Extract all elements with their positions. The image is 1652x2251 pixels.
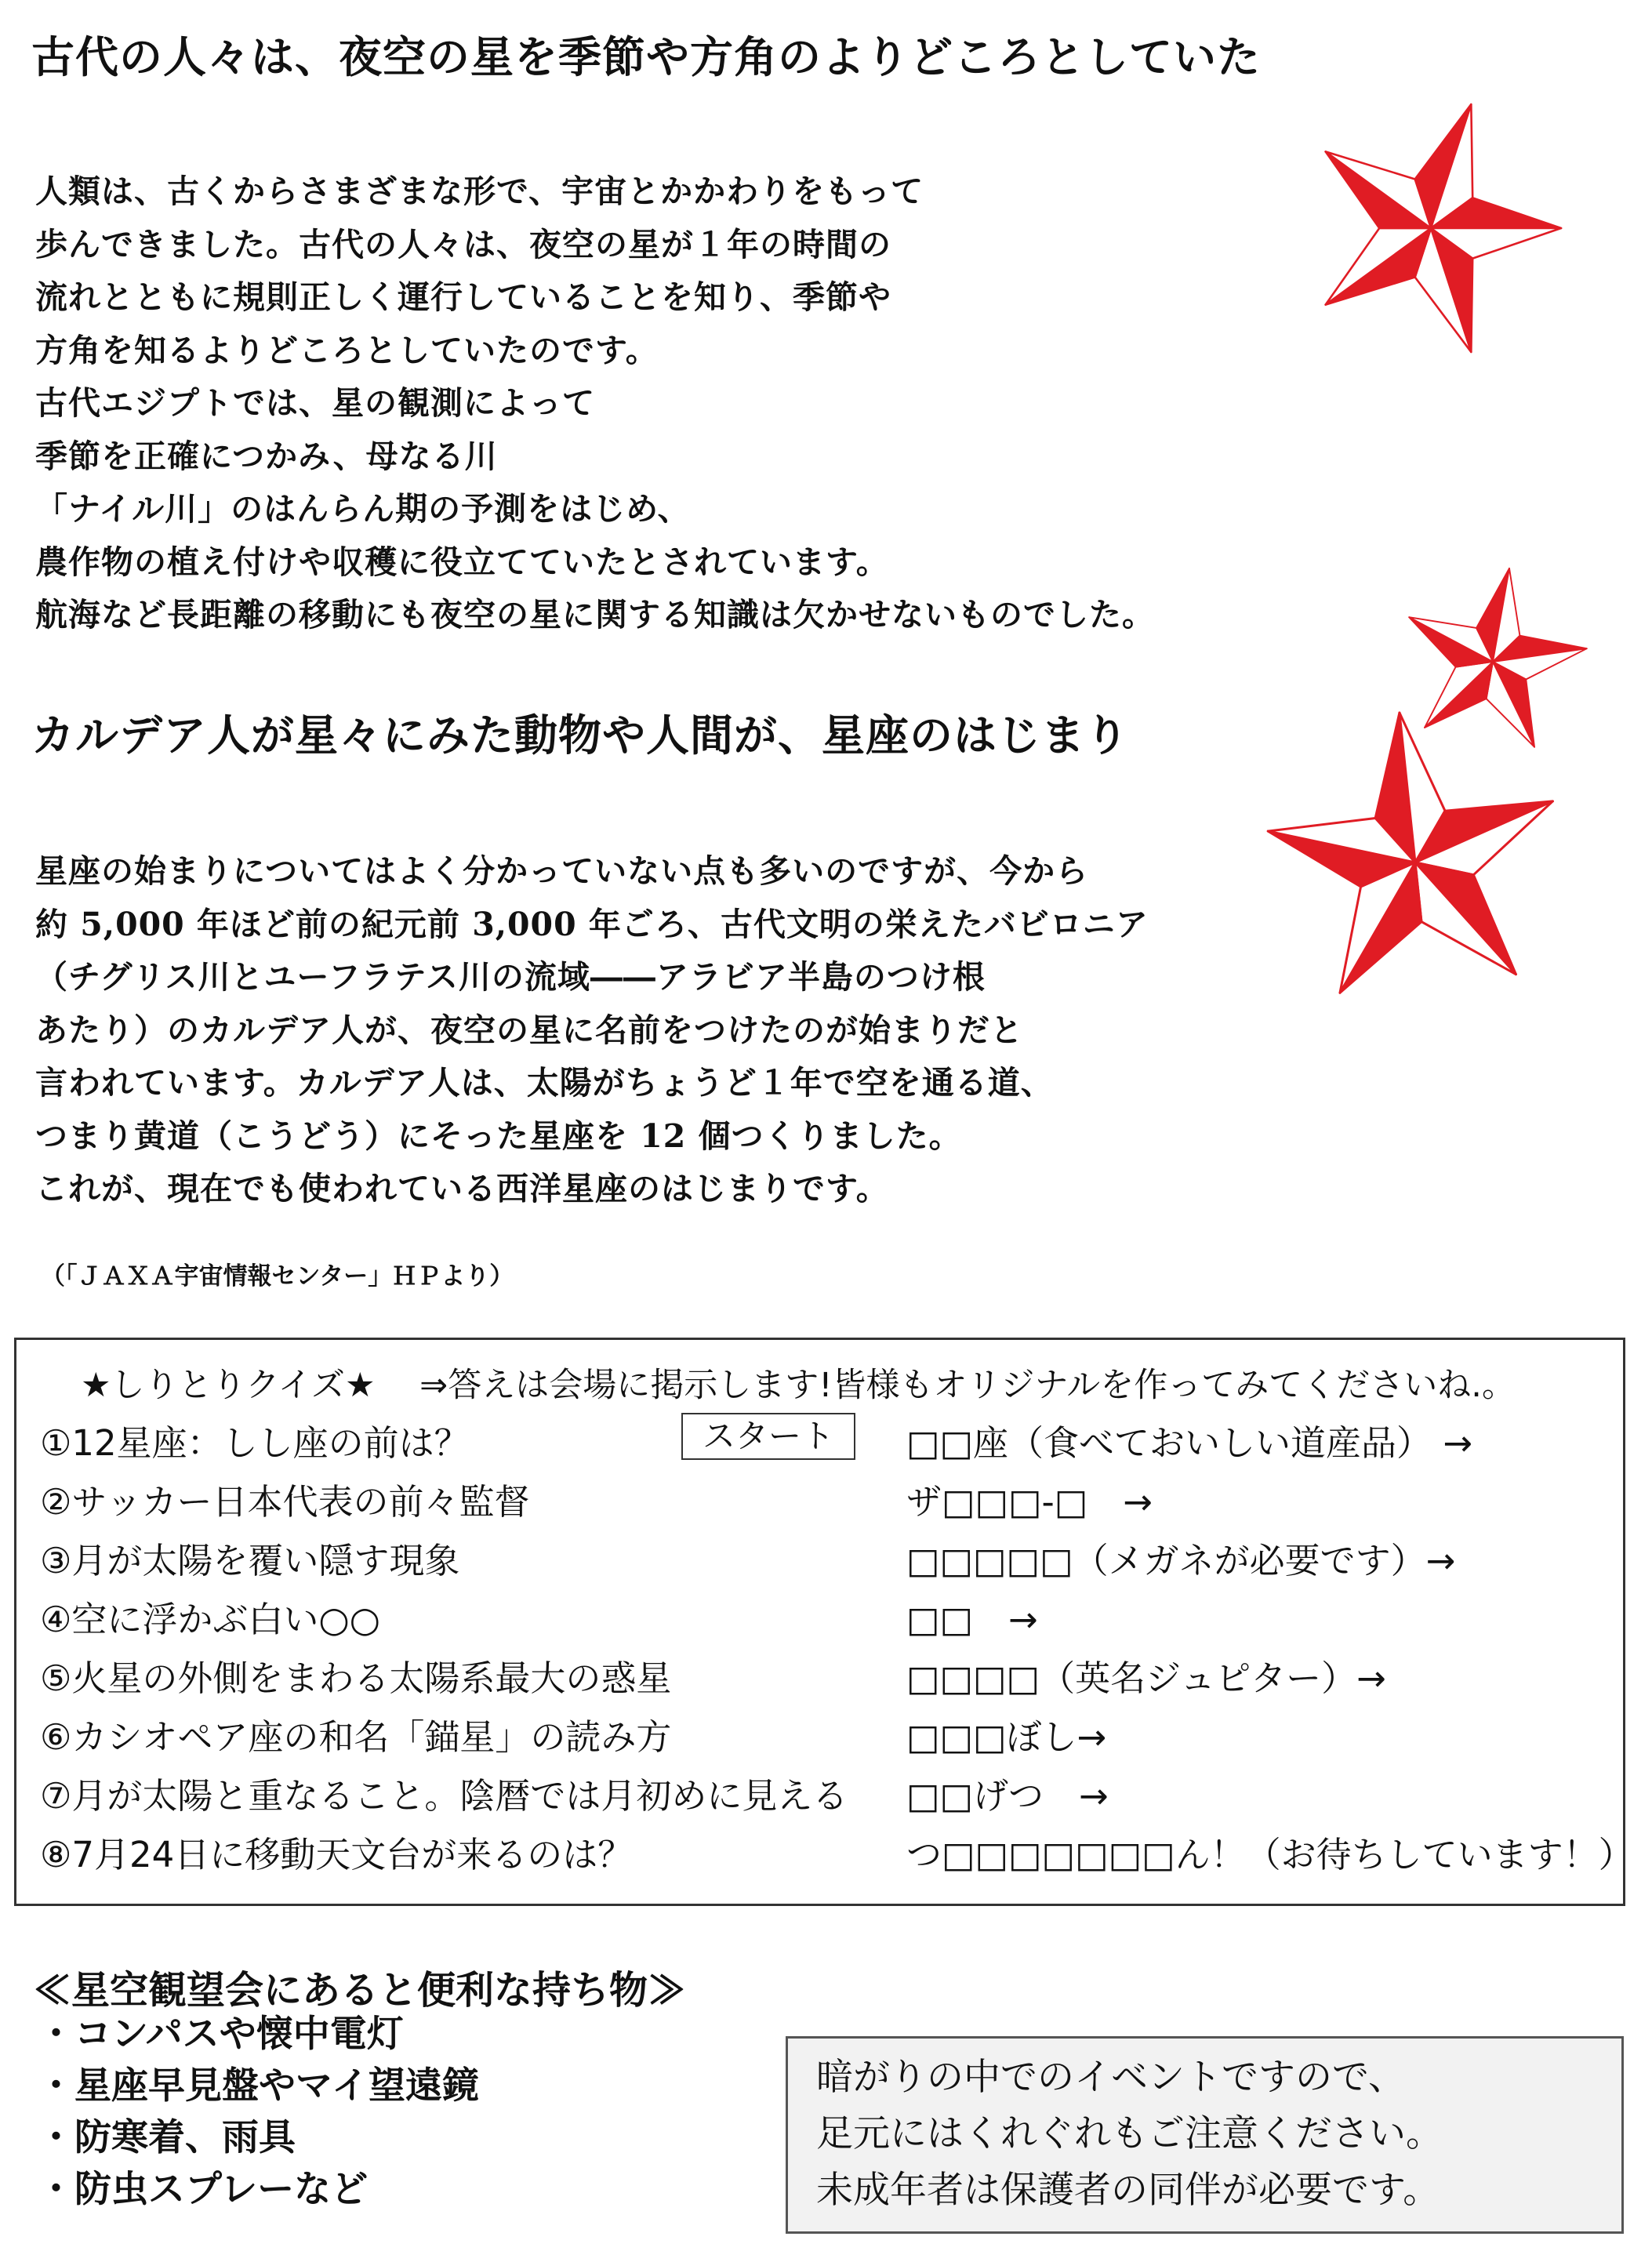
section1-line: 流れとともに規則正しく運行していることを知り、季節や (35, 278, 891, 316)
list-item: ・防虫スプレーなど (38, 2168, 369, 2211)
quiz-box (14, 1338, 1634, 1906)
list-item: ・コンパスや懐中電灯 (38, 2013, 404, 2056)
list-item: ・防寒着、雨具 (38, 2116, 296, 2159)
quiz-row (40, 1708, 1616, 1763)
quiz-row (40, 1473, 1616, 1528)
section1-line: 歩んできました。古代の人々は、夜空の星が１年の時間の (35, 225, 891, 263)
quiz-question: ②サッカー日本代表の前々監督 (40, 1481, 530, 1523)
start-label-box: スタート (681, 1413, 855, 1460)
section2-line: あたり）のカルデア人が、夜空の星に名前をつけたのが始まりだと (35, 1011, 1023, 1049)
belongings-list (38, 2009, 479, 2216)
section2-line: 星座の始まりについてはよく分かっていない点も多いのですが、今から (35, 852, 1089, 890)
quiz-title: ★しりとりクイズ★ ⇒答えは会場に掲示します!皆様もオリジナルを作ってみてくださいね.。 (81, 1366, 1516, 1405)
quiz-question: ⑥カシオペア座の和名「錨星」の読み方 (40, 1716, 672, 1758)
quiz-answer-hint: □□□ぼし→ (906, 1716, 1107, 1758)
quiz-question: ①12星座：しし座の前は？ (40, 1422, 470, 1464)
quiz-row (40, 1532, 1616, 1587)
quiz-question: ④空に浮かぶ白い○○ (40, 1599, 380, 1640)
source-citation: （「ＪＡＸＡ宇宙情報センター」ＨＰより） (41, 1262, 514, 1291)
star-icon (1295, 93, 1567, 364)
section1-line: 「ナイル川」のはんらん期の予測をはじめ、 (35, 490, 691, 528)
quiz-row (40, 1591, 1616, 1646)
quiz-answer-hint: □□げつ → (906, 1775, 1109, 1817)
quiz-question: ③月が太陽を覆い隠す現象 (40, 1540, 460, 1581)
quiz-answer-hint: □□□□□（メガネが必要です）→ (906, 1540, 1456, 1581)
notice-line: 足元にはくれぐれもご注意ください。 (816, 2112, 1443, 2155)
quiz-question: ⑧7月24日に移動天文台が来るのは？ (40, 1834, 634, 1875)
quiz-answer-hint: ザ□□□-□ → (906, 1481, 1153, 1523)
section1-line: 航海など長距離の移動にも夜空の星に関する知識は欠かせないものでした。 (35, 596, 1155, 634)
list-item: ・星座早見盤やマイ望遠鏡 (38, 2064, 480, 2108)
section1-line: 農作物の植え付けや収穫に役立てていたとされています。 (35, 543, 889, 581)
quiz-question: ⑤火星の外側をまわる太陽系最大の惑星 (40, 1657, 672, 1699)
quiz-answer-hint: つ□□□□□□□ん！（お待ちしています！） (906, 1834, 1634, 1875)
section2-line: これが、現在でも使われている西洋星座のはじまりです。 (35, 1170, 889, 1207)
section1-line: 季節を正確につかみ、母なる川 (35, 437, 498, 475)
section1-heading: 古代の人々は、夜空の星を季節や方角のよりどころとしていた (31, 31, 1262, 82)
quiz-row (40, 1826, 1634, 1881)
section2-line: 言われています。カルデア人は、太陽がちょうど１年で空を通る道、 (35, 1064, 1054, 1102)
section2-line: つまり黄道（こうどう）にそった星座を 12 個つくりました。 (35, 1116, 962, 1155)
star-icon (1258, 706, 1572, 1019)
section2-line: 約 5,000 年ほど前の紀元前 3,000 年ごろ、古代文明の栄えたバビロニア (35, 905, 1149, 943)
quiz-row (40, 1650, 1616, 1705)
belongings-title: ≪星空観望会にあると便利な持ち物≫ (33, 1967, 687, 2013)
quiz-question: ⑦月が太陽と重なること。陰暦では月初めに見える (40, 1775, 848, 1817)
quiz-row (40, 1767, 1616, 1822)
section2-line: （チグリス川とユーフラテス川の流域――アラビア半島のつけ根 (35, 958, 986, 996)
section1-line: 古代エジプトでは、星の観測によって (35, 384, 595, 422)
quiz-answer-hint: □□ → (906, 1599, 1038, 1640)
caution-notice (786, 2036, 1624, 2234)
section1-paragraph (35, 165, 1155, 642)
quiz-answer-hint: □□座（食べておいしい道産品） → (906, 1422, 1473, 1464)
quiz-answer-hint: □□□□（英名ジュピター）→ (906, 1657, 1386, 1699)
notice-line: 暗がりの中でのイベントですので、 (816, 2056, 1406, 2099)
section2-heading: カルデア人が星々にみた動物や人間が、星座のはじまり (31, 710, 1130, 761)
section1-line: 人類は、古くからさまざまな形で、宇宙とかかわりをもって (35, 172, 924, 210)
quiz-row (40, 1414, 1616, 1469)
section2-paragraph (35, 845, 1149, 1216)
notice-line: 未成年者は保護者の同伴が必要です。 (816, 2169, 1440, 2212)
section1-line: 方角を知るよりどころとしていたのです。 (35, 331, 659, 369)
